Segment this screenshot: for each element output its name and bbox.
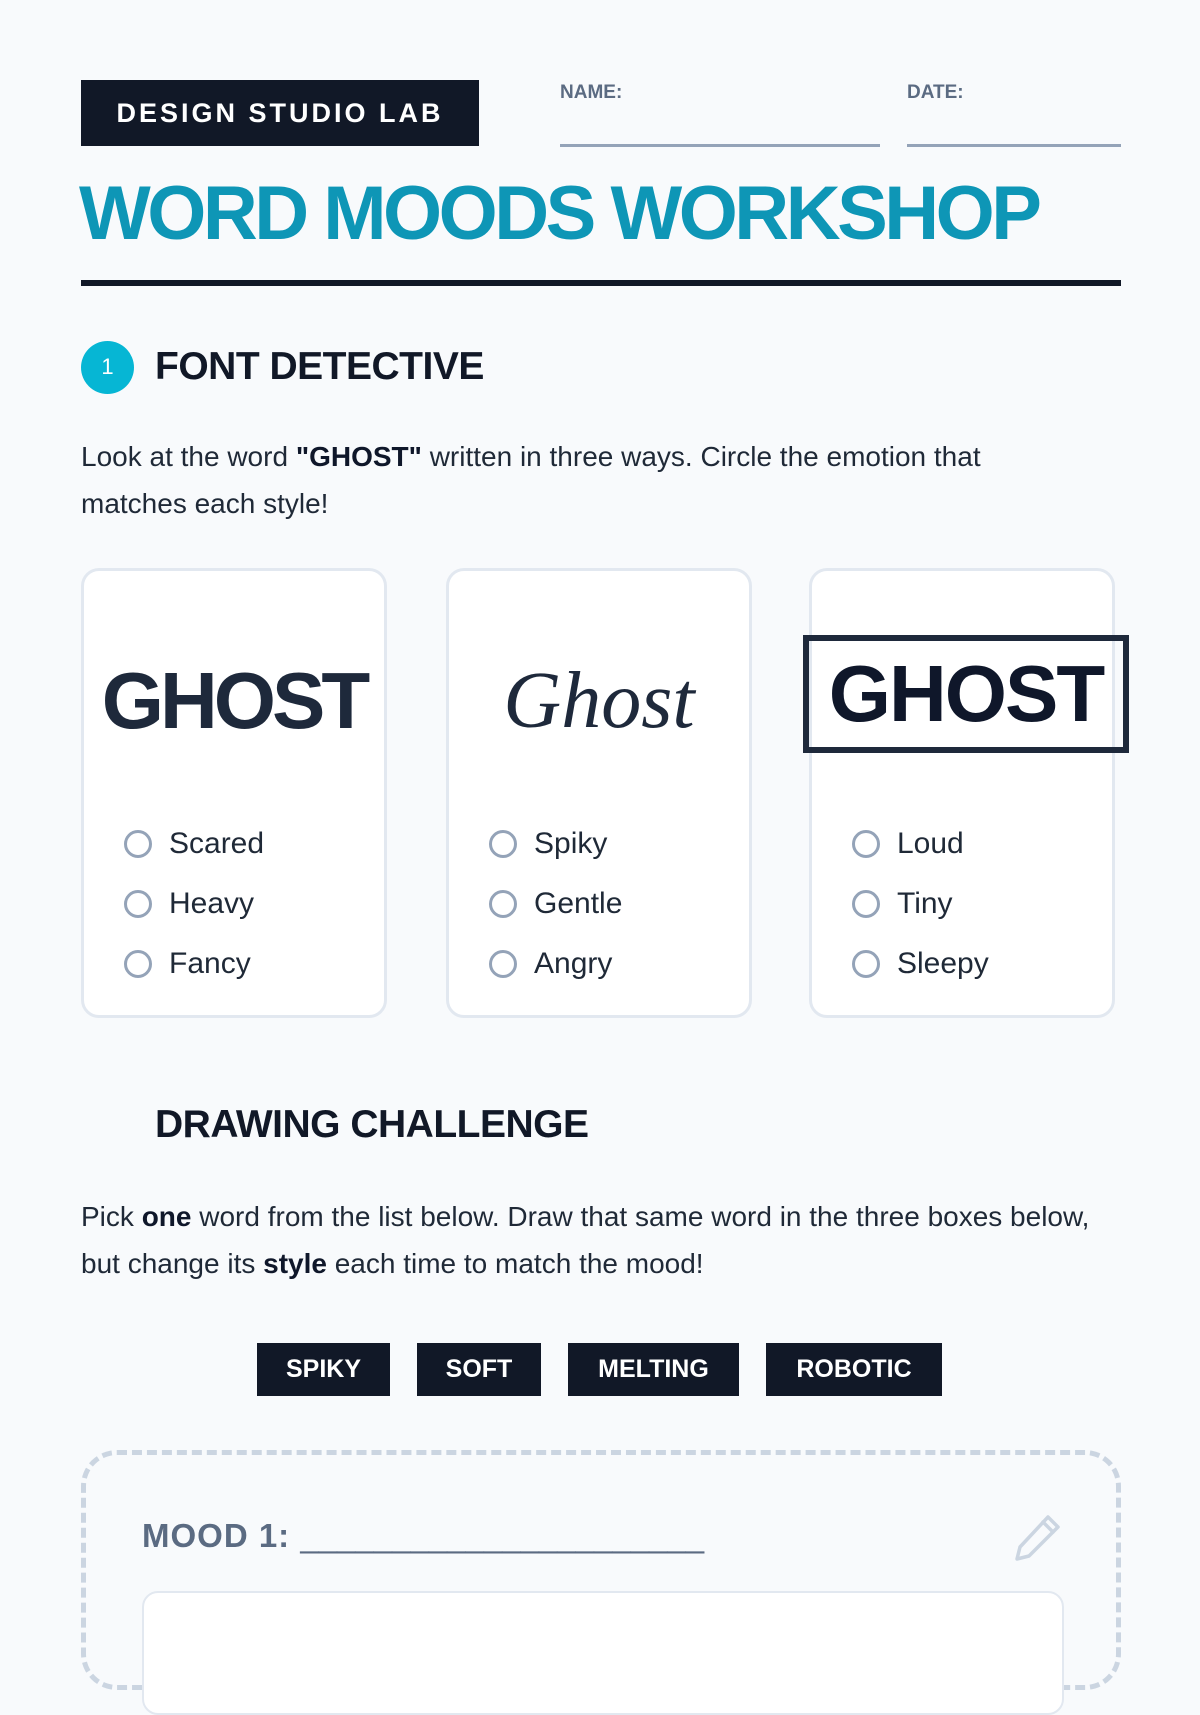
option-sleepy[interactable] — [852, 934, 989, 994]
instr-text: written in three ways. Circle the emotion that matches each style! — [81, 441, 981, 519]
instr-bold: style — [263, 1248, 327, 1279]
option-label: Spiky — [534, 827, 608, 860]
option-label: Angry — [534, 947, 613, 980]
option-list — [852, 814, 989, 994]
radio-circle[interactable] — [852, 890, 880, 918]
mood-label — [142, 1517, 704, 1555]
instr-text: Pick — [81, 1201, 142, 1232]
section-font-detective — [81, 339, 484, 395]
drawing-box-mood-1 — [81, 1450, 1121, 1690]
name-line — [560, 144, 880, 147]
ghost-word-italic: Ghost — [503, 657, 695, 745]
section-number-badge: 1 — [81, 341, 134, 394]
option-scared[interactable] — [124, 814, 264, 874]
option-label: Scared — [169, 827, 265, 860]
header-bar — [81, 80, 1121, 146]
instr-bold: "GHOST" — [295, 441, 422, 472]
section-drawing-challenge — [81, 1097, 589, 1153]
option-heavy[interactable] — [124, 874, 264, 934]
option-label: Sleepy — [897, 947, 989, 980]
brand-badge: DESIGN STUDIO LAB — [81, 80, 479, 146]
date-field[interactable] — [907, 80, 1121, 146]
date-line — [907, 144, 1121, 147]
name-field[interactable] — [560, 80, 880, 146]
radio-circle[interactable] — [489, 830, 517, 858]
instr-text: Look at the word — [81, 441, 296, 472]
option-tiny[interactable] — [852, 874, 989, 934]
option-fancy[interactable] — [124, 934, 264, 994]
tag-melting: MELTING — [568, 1343, 739, 1396]
radio-circle[interactable] — [852, 830, 880, 858]
ghost-word-boxed: GHOST — [803, 635, 1129, 753]
radio-circle[interactable] — [852, 950, 880, 978]
title-divider — [81, 280, 1121, 286]
option-loud[interactable] — [852, 814, 989, 874]
option-angry[interactable] — [489, 934, 622, 994]
section-title: DRAWING CHALLENGE — [155, 1103, 589, 1146]
instr-text: each time to match the mood! — [326, 1248, 704, 1279]
instr-bold: one — [141, 1201, 192, 1232]
radio-circle[interactable] — [489, 950, 517, 978]
option-label: Loud — [897, 827, 964, 860]
mood-label-text: MOOD 1: — [142, 1517, 291, 1554]
page-title: WORD MOODS WORKSHOP — [79, 171, 1039, 256]
radio-circle[interactable] — [489, 890, 517, 918]
instr-text: word from the list below. Draw that same word in the three boxes below, but change its — [81, 1201, 1090, 1279]
option-label: Heavy — [169, 887, 255, 920]
mood-blank-line[interactable]: ______________________ — [300, 1517, 705, 1554]
option-label: Tiny — [897, 887, 953, 920]
font-card-2 — [446, 568, 752, 1018]
option-list — [489, 814, 622, 994]
option-spiky[interactable] — [489, 814, 622, 874]
option-label: Gentle — [534, 887, 623, 920]
tag-soft: SOFT — [417, 1343, 541, 1396]
section1-instructions — [81, 433, 1091, 527]
font-card-3 — [809, 568, 1115, 1018]
pencil-icon — [1012, 1511, 1064, 1563]
section-title: FONT DETECTIVE — [155, 345, 484, 388]
date-label: DATE: — [907, 82, 964, 103]
radio-circle[interactable] — [124, 830, 152, 858]
word-tag-list — [257, 1343, 942, 1396]
font-card-1 — [81, 568, 387, 1018]
option-label: Fancy — [169, 947, 251, 980]
section2-instructions — [81, 1193, 1091, 1287]
option-gentle[interactable] — [489, 874, 622, 934]
radio-circle[interactable] — [124, 890, 152, 918]
name-label: NAME: — [560, 82, 623, 103]
tag-robotic: ROBOTIC — [766, 1343, 942, 1396]
radio-circle[interactable] — [124, 950, 152, 978]
drawing-area[interactable] — [142, 1591, 1064, 1715]
tag-spiky: SPIKY — [257, 1343, 390, 1396]
ghost-word-bold: GHOST — [101, 656, 367, 745]
option-list — [124, 814, 264, 994]
